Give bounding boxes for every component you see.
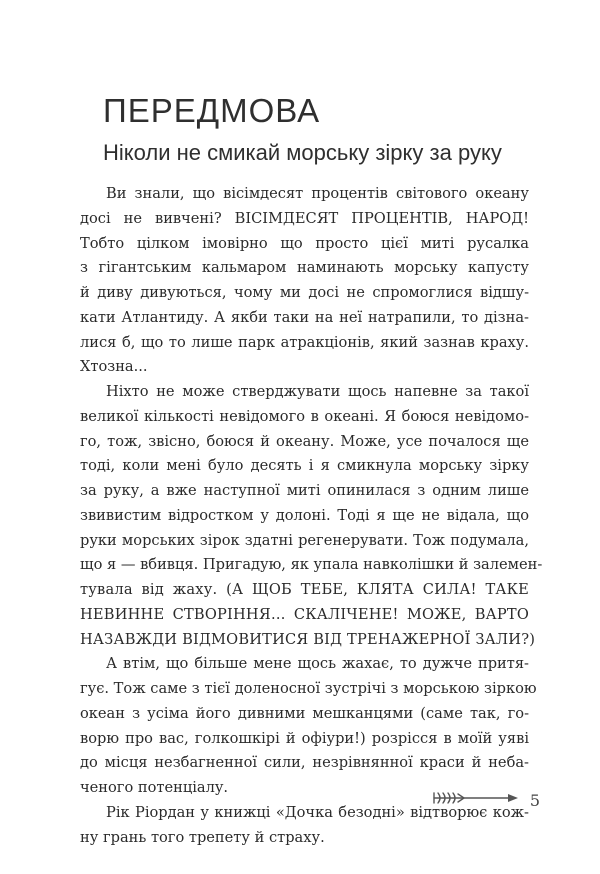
text-line: великої кількості невідомого в океані. Я боюся невідомо- [80,407,529,425]
text-line: НАЗАВЖДИ ВІДМОВИТИСЯ ВІД ТРЕНАЖЕРНОЇ ЗАЛИ?) [80,630,536,648]
text-line: до місця незбагненної сили, незрівнянної краси й неба- [80,754,529,772]
text-line: НЕВИННЕ СТВОРІННЯ… СКАЛІЧЕНЕ! МОЖЕ, ВАРТО [80,605,529,623]
text-line: кати Атлантиду. А якби таки на неї натрапили, то дізна- [80,308,529,326]
text-line: з гігантським кальмаром наминають морську капусту [80,259,529,277]
text-line: досі не вивчені? ВІСІМДЕСЯТ ПРОЦЕНТІВ, НАРОД! [80,209,529,227]
chapter-subheading: Ніколи не смикай морську зірку за руку [103,140,502,165]
text-line: тоді, коли мені було десять і я смикнула морську зірку [80,457,529,475]
text-line: А втім, що більше мене щось жахає, то дужче притя- [106,655,529,673]
trident-arrow-ornament-icon [432,790,522,810]
paragraph [80,652,537,801]
text-line: го, тож, звісно, боюся й океану. Може, усе почалося ще [80,432,529,450]
text-line: руки морських зірок здатні регенерувати. Тож подумала, [80,531,529,549]
text-line: лися б, що то лише парк атракціонів, який зазнав краху. [80,333,529,351]
text-line: що я — вбивця. Пригадую, як упала навколішки й залемен- [80,556,543,574]
text-line: й диву дивуються, чому ми досі не спромоглися відшу- [80,284,529,301]
page-number: 5 [529,790,540,810]
text-line: Рік Ріордан у книжці «Дочка безодні» відтворює кож- [106,803,529,821]
text-line: Ви знали, що вісімдесят процентів світового океану [106,185,529,202]
text-line: ворю про вас, голкошкірі й офіури!) розрісся в моїй уяві [80,729,529,747]
page-footer [410,790,540,810]
text-line: ченого потенціалу. [80,779,229,796]
text-line: Хтозна... [80,358,148,376]
chapter-heading: ПЕРЕДМОВА [103,92,321,129]
text-line: гує. Тож саме з тієї доленосної зустрічі з морською зіркою [80,680,537,697]
text-line: Тобто цілком імовірно що просто цієї миті русалка [80,234,529,252]
text-line: океан з усіма його дивними мешканцями (саме так, го- [80,704,529,722]
text-line: ну грань того трепету й страху. [80,828,325,846]
paragraph [80,380,543,652]
paragraph [80,182,529,380]
text-line: Ніхто не може стверджувати щось напевне за такої [106,383,529,400]
text-line: за руку, а вже наступної миті опинилася з одним лише [80,482,529,499]
text-line: звивистим відростком у долоні. Тоді я ще не відала, що [80,506,529,524]
body-text [80,182,543,850]
text-line: тувала від жаху. (А ЩОБ ТЕБЕ, КЛЯТА СИЛА! ТАКЕ [80,581,529,598]
